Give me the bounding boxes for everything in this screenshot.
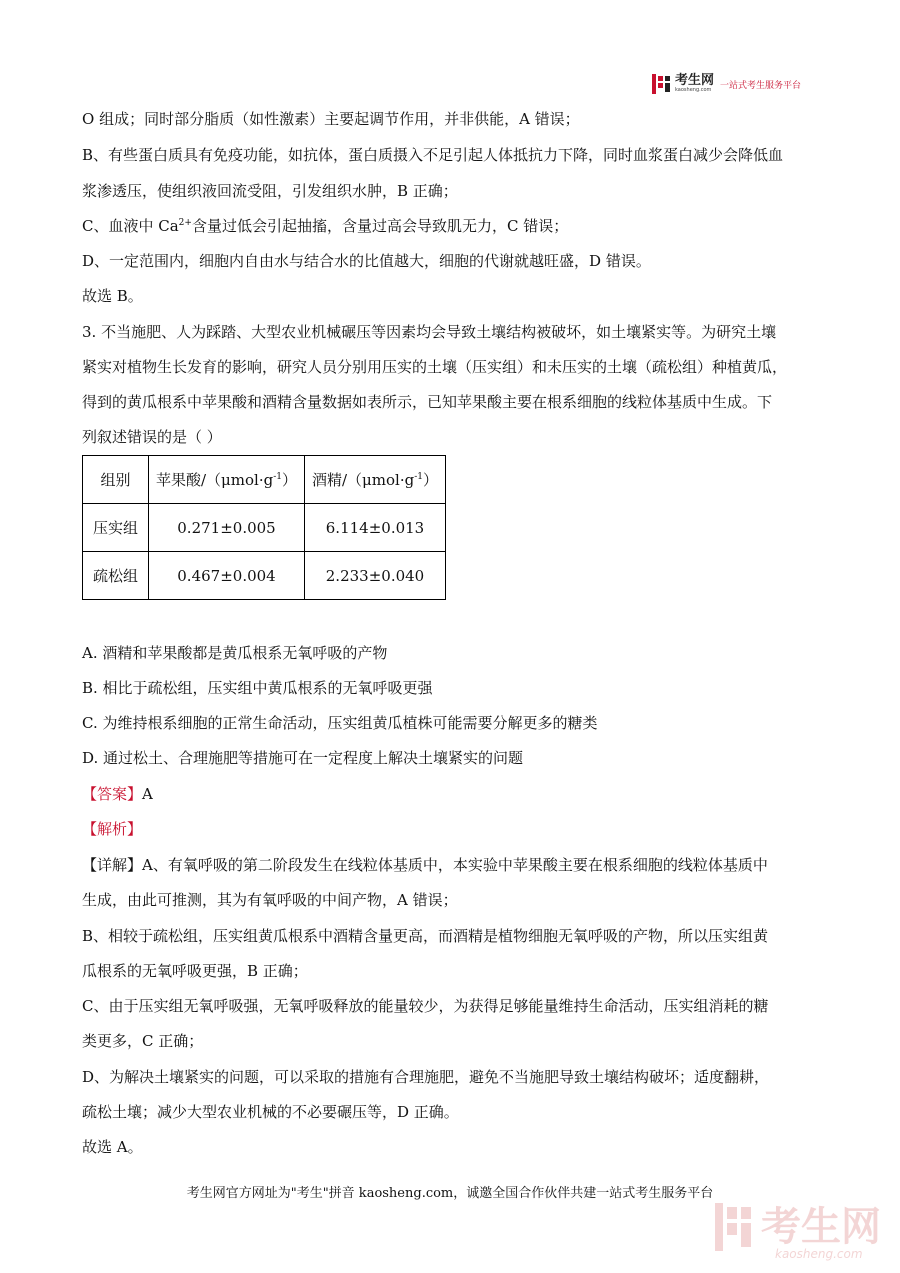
answer-value: A [142, 785, 153, 803]
option-d: D. 通过松土、合理施肥等措施可在一定程度上解决土壤紧实的问题 [82, 749, 524, 767]
table-cell: 疏松组 [83, 552, 149, 600]
page-footer: 考生网官方网址为"考生"拼音 kaosheng.com，诚邀全国合作伙伴共建一站式考生服务平台 [186, 1186, 714, 1201]
header-cell [305, 456, 446, 504]
option-a: A. 酒精和苹果酸都是黄瓜根系无氧呼吸的产物 [82, 644, 388, 662]
detail-line: 瓜根系的无氧呼吸更强，B 正确； [82, 962, 308, 980]
kaosheng-watermark-icon [715, 1203, 755, 1251]
option-b: B. 相比于疏松组，压实组中黄瓜根系的无氧呼吸更强 [82, 679, 433, 697]
kaosheng-logo-icon [652, 74, 672, 94]
watermark-url: kaosheng.com [775, 1247, 863, 1261]
table-cell: 6.114±0.013 [305, 504, 446, 552]
text-line: 浆渗透压，使组织液回流受阻，引发组织水肿，B 正确； [82, 182, 458, 200]
logo-subtext: kaosheng.com [675, 87, 712, 93]
detail-line: D、为解决土壤紧实的问题，可以采取的措施有合理施肥，避免不当施肥导致土壤结构破坏；适度翻耕， [82, 1068, 770, 1086]
question-text: 紧实对植物生长发育的影响，研究人员分别用压实的土壤（压实组）和未压实的土壤（疏松组）种植黄瓜， [82, 358, 788, 376]
text-line: 故选 B。 [82, 287, 143, 305]
detail-line: 故选 A。 [82, 1138, 143, 1156]
text-line: B、有些蛋白质具有免疫功能，如抗体，蛋白质摄入不足引起人体抵抗力下降，同时血浆蛋白减少会降低血 [82, 146, 784, 164]
superscript: 2+ [178, 218, 192, 228]
text-part: C、血液中 Ca [82, 217, 179, 235]
detail-line: 疏松土壤；减少大型农业机械的不必要碾压等，D 正确。 [82, 1103, 459, 1121]
question-text: 列叙述错误的是（ ） [82, 428, 222, 446]
detail-line: 类更多，C 正确； [82, 1032, 204, 1050]
table-row [83, 504, 446, 552]
detail-tag: 【详解】 [82, 856, 143, 874]
detail-line: C、由于压实组无氧呼吸强，无氧呼吸释放的能量较少，为获得足够能量维持生命活动，压实组消耗的糖 [82, 997, 769, 1015]
question-text: 得到的黄瓜根系中苹果酸和酒精含量数据如表所示，已知苹果酸主要在根系细胞的线粒体基质中生成。下 [82, 393, 773, 411]
table-cell: 0.467±0.004 [149, 552, 305, 600]
option-c: C. 为维持根系细胞的正常生命活动，压实组黄瓜植株可能需要分解更多的糖类 [82, 714, 598, 732]
header-text: ） [282, 471, 298, 489]
table-header-row [83, 456, 446, 504]
superscript: -1 [273, 472, 282, 482]
table-cell: 压实组 [83, 504, 149, 552]
detail-line: 生成，由此可推测，其为有氧呼吸的中间产物，A 错误； [82, 891, 458, 909]
header-text: 酒精/（μmol·g [311, 471, 415, 489]
table-row [83, 552, 446, 600]
watermark-text: 考生网 [761, 1204, 881, 1250]
analysis-tag: 【解析】 [82, 820, 143, 838]
superscript: -1 [414, 472, 423, 482]
detail-line: B、相较于疏松组，压实组黄瓜根系中酒精含量更高，而酒精是植物细胞无氧呼吸的产物，所以压实组黄 [82, 927, 769, 945]
watermark [715, 1203, 881, 1261]
detail-text: A、有氧呼吸的第二阶段发生在线粒体基质中，本实验中苹果酸主要在根系细胞的线粒体基质中 [142, 856, 768, 874]
answer-tag: 【答案】 [82, 785, 143, 803]
question-text: 3. 不当施肥、人为踩踏、大型农业机械碾压等因素均会导致土壤结构被破坏，如土壤紧实等。为研究土壤 [82, 323, 777, 341]
logo-text: 考生网 [675, 73, 715, 88]
text-part: 含量过低会引起抽搐，含量过高会导致肌无力，C 错误； [191, 217, 569, 235]
site-logo [652, 74, 801, 94]
header-text: ） [423, 471, 439, 489]
table-cell: 0.271±0.005 [149, 504, 305, 552]
table-cell: 2.233±0.040 [305, 552, 446, 600]
analysis-line [82, 819, 142, 839]
detail-line [82, 855, 768, 875]
data-table [82, 455, 446, 600]
text-line: D、一定范围内，细胞内自由水与结合水的比值越大，细胞的代谢就越旺盛，D 错误。 [82, 252, 651, 270]
header-text: 苹果酸/（μmol·g [155, 471, 274, 489]
logo-slogan: 一站式考生服务平台 [720, 80, 802, 91]
header-cell [149, 456, 305, 504]
text-line [82, 216, 568, 236]
header-cell: 组别 [83, 456, 149, 504]
text-line: O 组成；同时部分脂质（如性激素）主要起调节作用，并非供能，A 错误； [82, 110, 580, 128]
answer-line [82, 784, 153, 804]
